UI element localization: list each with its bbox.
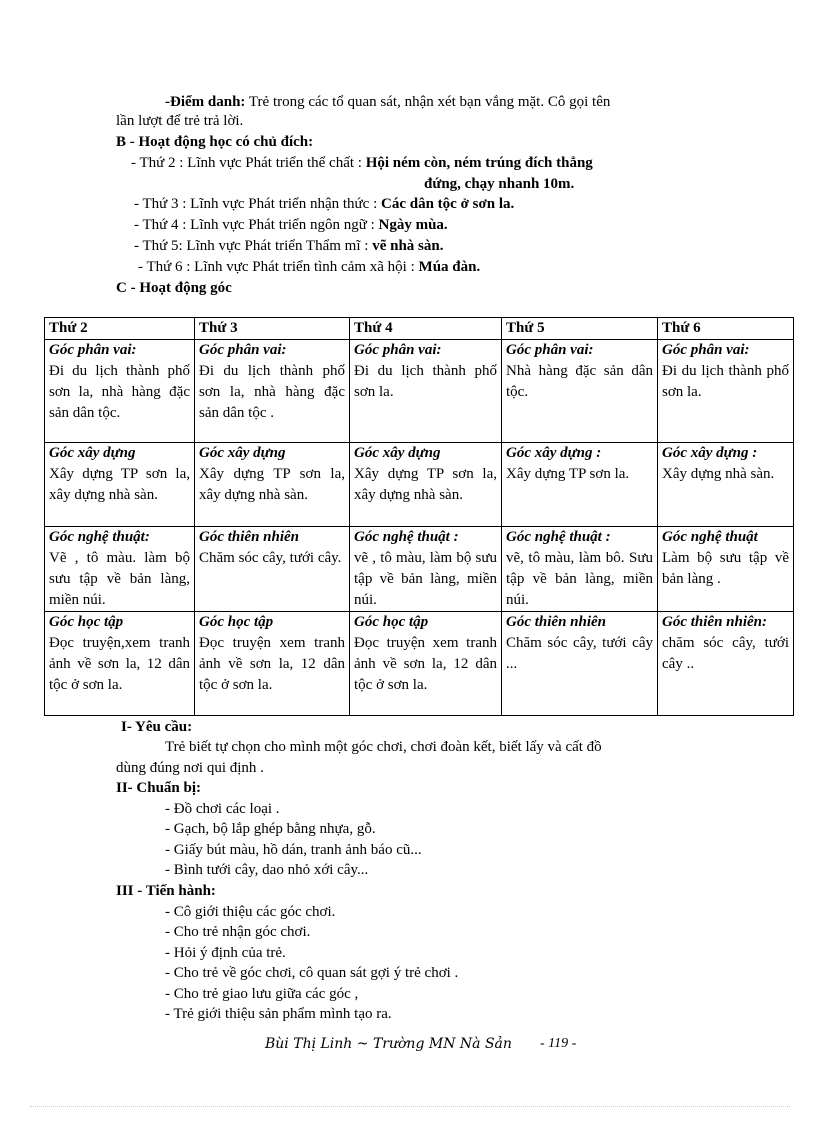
cell-title: Góc phân vai: [506,342,594,358]
list-item: - Giấy bút màu, hồ dán, tranh ảnh báo cũ... [165,842,422,858]
cell-title: Góc phân vai: [662,342,750,358]
cell-title: Góc nghệ thuật : [354,529,459,545]
table-header: Thứ 5 [502,318,658,340]
cell-text: Nhà hàng đặc sản dân tộc. [506,363,653,400]
section-b-title: B - Hoạt động học có chủ đích: [116,134,314,150]
table-cell [658,340,794,443]
cell-text: vẽ, tô màu, làm bô. Sưu tập về bản làng, miền núi. [506,550,653,608]
cell-text: Xây dựng TP sơn la, xây dựng nhà sàn. [49,466,190,503]
table-row [45,612,794,716]
table-cell [350,443,502,527]
table-cell [502,527,658,612]
item-prefix: - Thứ 3 : Lĩnh vực Phát triển nhận thức : [134,196,381,212]
footer-author: Bùi Thị Linh ~ Trường MN Nà Sản [265,1036,512,1052]
item-activity: Múa đàn. [418,259,481,275]
cell-text: Đi du lịch thành phố sơn la, nhà hàng đặc sản dân tộc . [199,363,345,421]
section-b-item [134,194,514,214]
table-cell [658,527,794,612]
cell-title: Góc nghệ thuật : [506,529,611,545]
cell-title: Góc xây dựng [354,445,441,461]
table-cell [195,527,350,612]
cell-title: Góc thiên nhiên: [662,614,768,630]
item-activity: Ngày mùa. [378,217,448,233]
table-cell [195,340,350,443]
section-b-item [131,153,593,173]
cell-title: Góc phân vai: [199,342,287,358]
table-cell [45,527,195,612]
item-prefix: - Thứ 5: Lĩnh vực Phát triển Thẩm mĩ : [134,238,373,254]
cell-title: Góc xây dựng [49,445,136,461]
table-cell [195,443,350,527]
list-item: - Trẻ giới thiệu sản phẩm mình tạo ra. [165,1006,392,1022]
cell-text: Làm bộ sưu tập về bản làng . [662,550,789,587]
page-number: - 119 - [540,1036,577,1051]
section-b-item-cont: đứng, chạy nhanh 10m. [424,176,575,192]
section-b-item [138,257,480,277]
cell-text: Chăm sóc cây, tưới cây. [199,550,342,566]
list-item: - Hỏi ý định của trẻ. [165,945,286,961]
cell-title: Góc xây dựng [199,445,286,461]
table-cell [350,340,502,443]
section-c-title: C - Hoạt động góc [116,280,232,296]
cell-title: Góc nghệ thuật [662,529,758,545]
cell-text: Đi du lịch thành phố sơn la, nhà hàng đặc sản dân tộc. [49,363,190,421]
cell-title: Góc xây dựng : [506,445,602,461]
section-2-title: II- Chuẩn bị: [116,780,202,796]
list-item: - Cho trẻ nhận góc chơi. [165,924,311,940]
cell-title: Góc thiên nhiên [506,614,607,630]
item-prefix: - Thứ 4 : Lĩnh vực Phát triển ngôn ngữ : [134,217,379,233]
table-cell [658,443,794,527]
item-activity: Hội ném còn, ném trúng đích thẳng [365,155,593,171]
list-item: - Cho trẻ về góc chơi, cô quan sát gợi ý trẻ chơi . [165,965,459,981]
list-item: - Đồ chơi các loại . [165,801,280,817]
table-row [45,340,794,443]
cell-text: Đọc truyện xem tranh ảnh về sơn la, 12 dân tộc ở sơn la. [354,635,497,693]
section-1-line: dùng đúng nơi qui định . [116,760,264,776]
section-b-item [134,215,448,235]
table-cell [502,340,658,443]
cell-text: Đọc truyện xem tranh ảnh về sơn la, 12 dân tộc ở sơn la. [199,635,345,693]
table-row [45,527,794,612]
table-cell [502,443,658,527]
attendance-text: Trẻ trong các tổ quan sát, nhận xét bạn vắng mặt. Cô gọi tên [245,94,611,110]
table-header: Thứ 4 [350,318,502,340]
table-cell [658,612,794,716]
attendance-line [165,92,610,112]
cell-text: Xây dựng TP sơn la, xây dựng nhà sàn. [199,466,345,503]
cell-title: Góc học tập [199,614,274,630]
cell-text: Xây dựng TP sơn la. [506,466,630,482]
section-3-title: III - Tiến hành: [116,883,216,899]
table-cell [502,612,658,716]
cell-title: Góc nghệ thuật: [49,529,150,545]
item-activity: vẽ nhà sàn. [372,238,444,254]
cell-title: Góc thiên nhiên [199,529,300,545]
cell-text: Xây dựng TP sơn la, xây dựng nhà sàn. [354,466,497,503]
item-prefix: - Thứ 2 : Lĩnh vực Phát triển thể chất : [131,155,366,171]
item-activity: Các dân tộc ở sơn la. [381,196,515,212]
cell-title: Góc học tập [49,614,124,630]
cell-title: Góc phân vai: [354,342,442,358]
cell-text: Đi du lịch thành phố sơn la. [662,363,789,400]
table-header: Thứ 6 [658,318,794,340]
list-item: - Cô giới thiệu các góc chơi. [165,904,336,920]
cell-text: chăm sóc cây, tưới cây .. [662,635,789,672]
cell-text: Đọc truyện,xem tranh ảnh về sơn la, 12 dân tộc ở sơn la. [49,635,190,693]
cell-title: Góc xây dựng : [662,445,758,461]
list-item: - Bình tưới cây, dao nhỏ xới cây... [165,862,369,878]
section-b-item [134,236,443,256]
item-prefix: - Thứ 6 : Lĩnh vực Phát triển tình cảm xã hội : [138,259,419,275]
table-cell [350,612,502,716]
cell-text: Chăm sóc cây, tưới cây ... [506,635,653,672]
cell-text: Đi du lịch thành phố sơn la. [354,363,497,400]
attendance-line-2: lần lượt để trẻ trả lời. [116,113,244,129]
section-1-line: Trẻ biết tự chọn cho mình một góc chơi, chơi đoàn kết, biết lấy và cất đồ [165,739,602,755]
table-cell [45,443,195,527]
list-item: - Cho trẻ giao lưu giữa các góc , [165,986,359,1002]
table-cell [195,612,350,716]
cell-text: Xây dựng nhà sàn. [662,466,775,482]
section-1-title: I- Yêu cầu: [121,719,193,735]
table-cell [350,527,502,612]
table-cell [45,340,195,443]
table-header-row [45,318,794,340]
list-item: - Gạch, bộ lắp ghép bằng nhựa, gỗ. [165,821,376,837]
table-header: Thứ 2 [45,318,195,340]
cell-text: vẽ , tô màu, làm bộ sưu tập về bản làng, miền núi. [354,550,497,608]
cell-title: Góc học tập [354,614,429,630]
attendance-label: -Điểm danh: [165,94,246,110]
cell-text: Vẽ , tô màu. làm bộ sưu tập về bản làng, miền núi. [49,550,190,608]
table-row [45,443,794,527]
table-cell [45,612,195,716]
cell-title: Góc phân vai: [49,342,137,358]
table-header: Thứ 3 [195,318,350,340]
page-divider [30,1106,790,1107]
corner-activities-table [44,317,794,716]
